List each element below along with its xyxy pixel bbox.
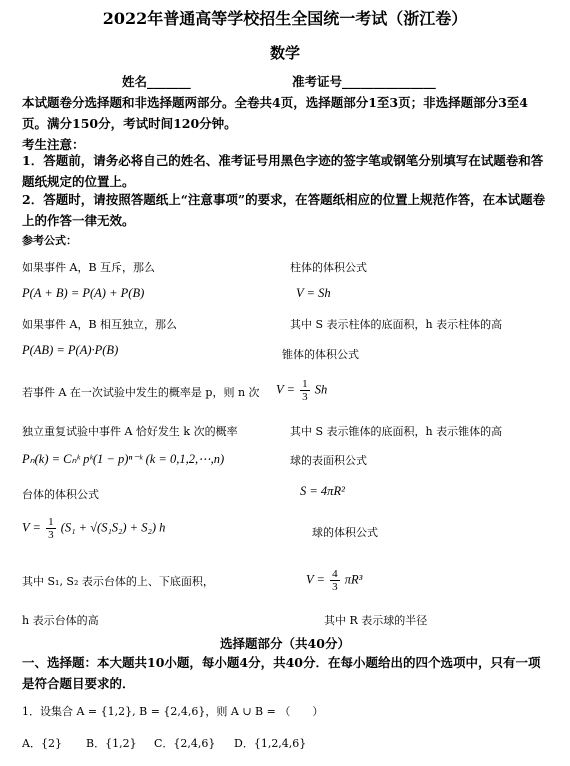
question-1-option-c[interactable]: C．{2,4,6}: [154, 737, 216, 750]
notice-heading: 考生注意：: [22, 137, 85, 152]
formula-exclusive: P(A + B) = P(A) + P(B): [22, 286, 145, 300]
fraction: [46, 516, 56, 541]
question-1-stem: 1．设集合 A = {1,2}, B = {2,4,6}，则 A ∪ B = （ ）: [22, 705, 324, 718]
formula-pyramid-body: Sh: [314, 382, 328, 397]
exam-title: 2022年普通高等学校招生全国统一考试（浙江卷）: [102, 9, 468, 28]
formula-note-frustum-height: h 表示台体的高: [22, 614, 99, 627]
section-instructions: 一、选择题：本大题共10小题，每小题4分，共40分．在每小题给出的四个选项中，只有一项是符合题目要求的．: [22, 655, 541, 691]
fraction-denominator: 3: [48, 529, 54, 541]
formula-pyramid: [276, 378, 327, 403]
formula-prism: V = Sh: [296, 286, 331, 300]
formula-label-frustum: 台体的体积公式: [22, 488, 99, 501]
formula-sphere-volume: [306, 568, 362, 593]
fraction-numerator: 1: [48, 516, 54, 528]
formula-label-bernoulli-2: 独立重复试验中事件 A 恰好发生 k 次的概率: [22, 425, 238, 438]
formula-frustum-body: (S₁ + √(S₁S₂) + S₂) h: [60, 520, 166, 535]
formula-pyramid-prefix: V =: [276, 382, 295, 397]
formula-label-independent: 如果事件 A，B 相互独立，那么: [22, 318, 178, 331]
formula-frustum-prefix: V =: [22, 520, 41, 535]
formula-note-prism: 其中 S 表示柱体的底面积，h 表示柱体的高: [290, 318, 503, 331]
formula-note-pyramid: 其中 S 表示锥体的底面积，h 表示锥体的高: [290, 425, 503, 438]
fraction-numerator: 1: [302, 378, 308, 390]
question-1-option-b[interactable]: B．{1,2}: [86, 737, 137, 750]
formula-sphere-volume-prefix: V =: [306, 572, 325, 587]
formula-label-pyramid: 锥体的体积公式: [282, 348, 359, 361]
section-title: 选择题部分（共40分）: [220, 636, 350, 651]
formulas-heading: 参考公式：: [22, 234, 77, 247]
formula-independent: P(AB) = P(A)·P(B): [22, 343, 119, 357]
notice-item-1: 1．答题前，请务必将自己的姓名、准考证号用黑色字迹的签字笔或钢笔分别填写在试题卷和答题纸规定的位置上。: [22, 153, 544, 189]
ticket-number-label: 准考证号_______________: [292, 74, 436, 89]
formula-bernoulli: Pₙ(k) = Cₙᵏ pᵏ(1 − p)ⁿ⁻ᵏ (k = 0,1,2,⋯,n): [22, 452, 225, 466]
formula-frustum: [22, 516, 165, 541]
formula-label-sphere-volume: 球的体积公式: [312, 526, 378, 539]
formula-label-sphere-area: 球的表面积公式: [290, 454, 367, 467]
fraction: [300, 378, 310, 403]
fraction-denominator: 3: [302, 391, 308, 403]
fraction: [330, 568, 340, 593]
fraction-numerator: 4: [332, 568, 338, 580]
formula-sphere-volume-body: πR³: [344, 572, 363, 587]
formula-label-exclusive: 如果事件 A，B 互斥，那么: [22, 261, 156, 274]
intro-paragraph: 本试题卷分选择题和非选择题两部分。全卷共4页，选择题部分1至3页；非选择题部分3至4页。满分150分，考试时间120分钟。: [22, 95, 528, 131]
formula-label-bernoulli-1: 若事件 A 在一次试验中发生的概率是 p，则 n 次: [22, 386, 260, 399]
notice-item-2: 2．答题时，请按照答题纸上“注意事项”的要求，在答题纸相应的位置上规范作答，在本试题卷上的作答一律无效。: [22, 192, 546, 228]
formula-sphere-area: S = 4πR²: [300, 484, 345, 498]
question-1-option-d[interactable]: D．{1,2,4,6}: [234, 737, 307, 750]
formula-note-sphere-radius: 其中 R 表示球的半径: [324, 614, 428, 627]
formula-note-frustum-areas: 其中 S₁, S₂ 表示台体的上、下底面积，: [22, 575, 214, 588]
formula-label-prism: 柱体的体积公式: [290, 261, 367, 274]
name-field-label: 姓名_______: [122, 74, 191, 89]
fraction-denominator: 3: [332, 581, 338, 593]
subject-title: 数学: [269, 44, 300, 62]
question-1-option-a[interactable]: A．{2}: [22, 737, 62, 750]
